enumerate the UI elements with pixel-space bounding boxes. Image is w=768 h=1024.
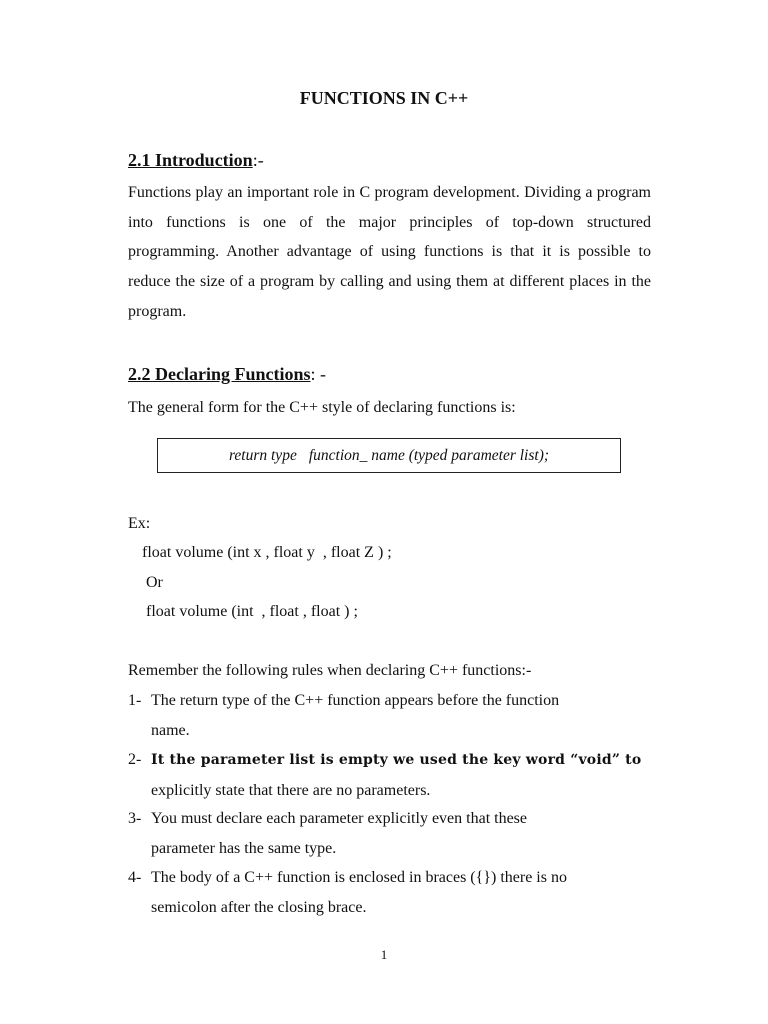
rule-text-first: You must declare each parameter explicitly even that these xyxy=(151,810,528,827)
section-heading-declaring-functions xyxy=(128,364,326,385)
example-code-line-1: float volume (int x , float y , float Z ) ; xyxy=(142,544,392,561)
rule-item xyxy=(128,686,651,745)
syntax-box xyxy=(157,438,621,473)
rule-item xyxy=(128,745,651,805)
rule-number: 2- xyxy=(128,751,142,768)
example-code-line-2: float volume (int , float , float ) ; xyxy=(146,603,358,620)
rule-text-rest: explicitly state that there are no parameters. xyxy=(151,781,431,799)
rule-text-first: The body of a C++ function is enclosed in braces ({}) there is no xyxy=(151,869,567,886)
section-heading-introduction xyxy=(128,150,264,171)
example-label: Ex: xyxy=(128,515,151,532)
rule-number: 4- xyxy=(128,869,142,886)
rule-text-rest: name. xyxy=(151,721,190,739)
rules-intro: Remember the following rules when declaring C++ functions:- xyxy=(128,662,532,679)
section-heading-suffix: : - xyxy=(310,364,326,384)
syntax-return-type: return type xyxy=(228,446,297,464)
rule-item xyxy=(128,863,651,922)
rule-number: 1- xyxy=(128,692,142,709)
section-heading-suffix: :- xyxy=(252,150,264,170)
introduction-paragraph: Functions play an important role in C program development. Dividing a program into functions is one of the major principles of top-down structured programming. Another advantage of using functions is that it is possible to reduce the size of a program by calling and using them at different places in the program. xyxy=(128,184,651,320)
page-number: 1 xyxy=(380,947,388,962)
section-heading-text: 2.2 Declaring Functions xyxy=(128,364,311,384)
rule-number: 3- xyxy=(128,810,142,827)
rule-text-first: It the parameter list is empty we used the key word “void” to xyxy=(151,752,642,768)
example-or: Or xyxy=(146,574,163,591)
rule-text-rest: parameter has the same type. xyxy=(151,839,337,857)
document-title: FUNCTIONS IN C++ xyxy=(299,88,469,108)
syntax-function-signature: function_ name (typed parameter list); xyxy=(308,446,550,464)
rule-text-first: The return type of the C++ function appears before the function xyxy=(151,692,560,709)
declaring-paragraph: The general form for the C++ style of declaring functions is: xyxy=(128,399,516,416)
rule-item xyxy=(128,804,651,863)
section-heading-text: 2.1 Introduction xyxy=(128,150,253,170)
rule-text-rest: semicolon after the closing brace. xyxy=(151,898,367,916)
